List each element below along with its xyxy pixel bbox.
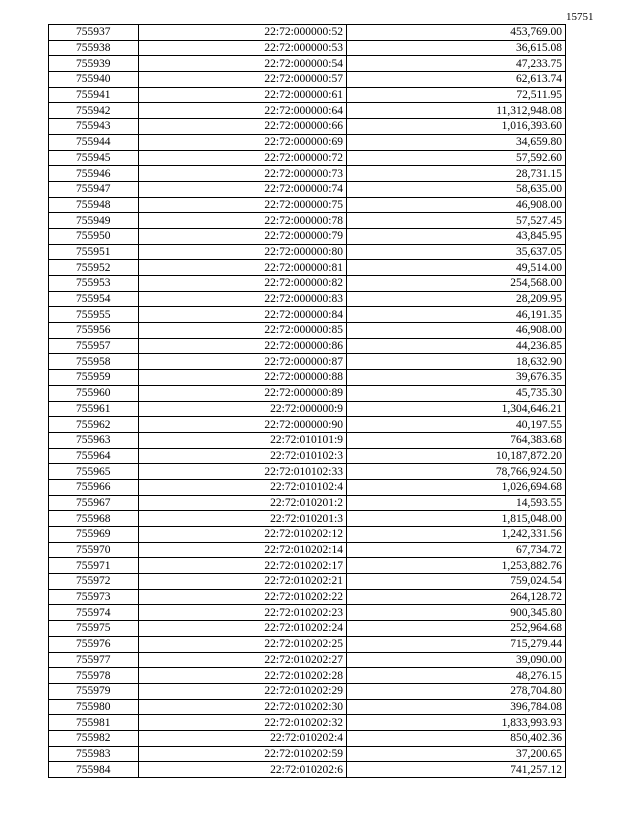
cadastral-number-cell: 22:72:000000:64 bbox=[139, 103, 347, 119]
record-id-cell: 755977 bbox=[49, 652, 139, 668]
table-row bbox=[49, 574, 566, 590]
cadastral-number-cell: 22:72:000000:73 bbox=[139, 166, 347, 182]
cadastral-number-cell: 22:72:010201:2 bbox=[139, 495, 347, 511]
table-row bbox=[49, 276, 566, 292]
table-row bbox=[49, 134, 566, 150]
cadastral-value-cell: 57,592.60 bbox=[347, 150, 566, 166]
record-id-cell: 755940 bbox=[49, 72, 139, 88]
cadastral-number-cell: 22:72:010202:24 bbox=[139, 621, 347, 637]
record-id-cell: 755943 bbox=[49, 119, 139, 135]
table-row bbox=[49, 197, 566, 213]
table-row bbox=[49, 338, 566, 354]
table-row bbox=[49, 464, 566, 480]
table-row bbox=[49, 56, 566, 72]
cadastral-value-cell: 36,615.08 bbox=[347, 40, 566, 56]
table-row bbox=[49, 25, 566, 41]
cadastral-number-cell: 22:72:010202:6 bbox=[139, 762, 347, 778]
cadastral-value-cell: 45,735.30 bbox=[347, 385, 566, 401]
table-row bbox=[49, 762, 566, 778]
record-id-cell: 755941 bbox=[49, 87, 139, 103]
record-id-cell: 755950 bbox=[49, 228, 139, 244]
record-id-cell: 755975 bbox=[49, 621, 139, 637]
cadastral-value-cell: 28,209.95 bbox=[347, 291, 566, 307]
table-row bbox=[49, 417, 566, 433]
table-row bbox=[49, 323, 566, 339]
table-row bbox=[49, 354, 566, 370]
table-row bbox=[49, 166, 566, 182]
cadastral-value-cell: 43,845.95 bbox=[347, 228, 566, 244]
record-id-cell: 755970 bbox=[49, 542, 139, 558]
cadastral-number-cell: 22:72:000000:78 bbox=[139, 213, 347, 229]
record-id-cell: 755972 bbox=[49, 574, 139, 590]
cadastral-value-cell: 18,632.90 bbox=[347, 354, 566, 370]
table-row bbox=[49, 479, 566, 495]
cadastral-value-cell: 46,908.00 bbox=[347, 197, 566, 213]
cadastral-value-cell: 396,784.08 bbox=[347, 699, 566, 715]
table-row bbox=[49, 636, 566, 652]
cadastral-value-cell: 1,242,331.56 bbox=[347, 527, 566, 543]
table-row bbox=[49, 605, 566, 621]
cadastral-number-cell: 22:72:010202:30 bbox=[139, 699, 347, 715]
cadastral-value-cell: 44,236.85 bbox=[347, 338, 566, 354]
cadastral-number-cell: 22:72:010202:14 bbox=[139, 542, 347, 558]
table-body bbox=[49, 25, 566, 778]
record-id-cell: 755939 bbox=[49, 56, 139, 72]
cadastral-number-cell: 22:72:000000:54 bbox=[139, 56, 347, 72]
cadastral-value-cell: 715,279.44 bbox=[347, 636, 566, 652]
cadastral-number-cell: 22:72:010101:9 bbox=[139, 432, 347, 448]
table-row bbox=[49, 260, 566, 276]
cadastral-value-cell: 58,635.00 bbox=[347, 181, 566, 197]
cadastral-value-cell: 1,833,993.93 bbox=[347, 715, 566, 731]
record-id-cell: 755958 bbox=[49, 354, 139, 370]
cadastral-number-cell: 22:72:000000:88 bbox=[139, 370, 347, 386]
record-id-cell: 755961 bbox=[49, 401, 139, 417]
record-id-cell: 755968 bbox=[49, 511, 139, 527]
table-row bbox=[49, 527, 566, 543]
cadastral-number-cell: 22:72:000000:84 bbox=[139, 307, 347, 323]
cadastral-value-cell: 39,676.35 bbox=[347, 370, 566, 386]
cadastral-number-cell: 22:72:010102:3 bbox=[139, 448, 347, 464]
cadastral-number-cell: 22:72:010202:22 bbox=[139, 589, 347, 605]
record-id-cell: 755982 bbox=[49, 730, 139, 746]
cadastral-value-cell: 78,766,924.50 bbox=[347, 464, 566, 480]
table-row bbox=[49, 401, 566, 417]
record-id-cell: 755942 bbox=[49, 103, 139, 119]
cadastral-number-cell: 22:72:000000:61 bbox=[139, 87, 347, 103]
table-row bbox=[49, 495, 566, 511]
cadastral-number-cell: 22:72:010202:21 bbox=[139, 574, 347, 590]
table-row bbox=[49, 72, 566, 88]
record-id-cell: 755973 bbox=[49, 589, 139, 605]
record-id-cell: 755974 bbox=[49, 605, 139, 621]
cadastral-number-cell: 22:72:010202:23 bbox=[139, 605, 347, 621]
cadastral-value-cell: 1,016,393.60 bbox=[347, 119, 566, 135]
record-id-cell: 755944 bbox=[49, 134, 139, 150]
table-row bbox=[49, 213, 566, 229]
table-row bbox=[49, 385, 566, 401]
cadastral-number-cell: 22:72:010202:17 bbox=[139, 558, 347, 574]
cadastral-number-cell: 22:72:010201:3 bbox=[139, 511, 347, 527]
cadastral-value-cell: 46,908.00 bbox=[347, 323, 566, 339]
record-id-cell: 755971 bbox=[49, 558, 139, 574]
cadastral-number-cell: 22:72:000000:79 bbox=[139, 228, 347, 244]
record-id-cell: 755966 bbox=[49, 479, 139, 495]
cadastral-number-cell: 22:72:000000:9 bbox=[139, 401, 347, 417]
cadastral-number-cell: 22:72:000000:81 bbox=[139, 260, 347, 276]
record-id-cell: 755979 bbox=[49, 683, 139, 699]
cadastral-number-cell: 22:72:010102:33 bbox=[139, 464, 347, 480]
cadastral-number-cell: 22:72:000000:83 bbox=[139, 291, 347, 307]
table-row bbox=[49, 370, 566, 386]
cadastral-number-cell: 22:72:000000:72 bbox=[139, 150, 347, 166]
record-id-cell: 755959 bbox=[49, 370, 139, 386]
table-row bbox=[49, 448, 566, 464]
cadastral-number-cell: 22:72:000000:75 bbox=[139, 197, 347, 213]
cadastral-value-cell: 900,345.80 bbox=[347, 605, 566, 621]
cadastral-number-cell: 22:72:000000:74 bbox=[139, 181, 347, 197]
record-id-cell: 755952 bbox=[49, 260, 139, 276]
record-id-cell: 755983 bbox=[49, 746, 139, 762]
table-row bbox=[49, 699, 566, 715]
table-row bbox=[49, 715, 566, 731]
cadastral-value-cell: 10,187,872.20 bbox=[347, 448, 566, 464]
cadastral-number-cell: 22:72:000000:66 bbox=[139, 119, 347, 135]
record-id-cell: 755967 bbox=[49, 495, 139, 511]
cadastral-number-cell: 22:72:010202:25 bbox=[139, 636, 347, 652]
record-id-cell: 755978 bbox=[49, 668, 139, 684]
cadastral-number-cell: 22:72:010202:59 bbox=[139, 746, 347, 762]
table-row bbox=[49, 558, 566, 574]
record-id-cell: 755948 bbox=[49, 197, 139, 213]
cadastral-value-cell: 47,233.75 bbox=[347, 56, 566, 72]
cadastral-value-cell: 741,257.12 bbox=[347, 762, 566, 778]
table-row bbox=[49, 683, 566, 699]
table-row bbox=[49, 589, 566, 605]
cadastral-number-cell: 22:72:010102:4 bbox=[139, 479, 347, 495]
table-row bbox=[49, 181, 566, 197]
table-row bbox=[49, 103, 566, 119]
table-row bbox=[49, 87, 566, 103]
cadastral-value-cell: 39,090.00 bbox=[347, 652, 566, 668]
table-row bbox=[49, 621, 566, 637]
table-row bbox=[49, 652, 566, 668]
record-id-cell: 755949 bbox=[49, 213, 139, 229]
page-number: 15751 bbox=[566, 11, 594, 23]
record-id-cell: 755954 bbox=[49, 291, 139, 307]
record-id-cell: 755960 bbox=[49, 385, 139, 401]
cadastral-value-cell: 453,769.00 bbox=[347, 25, 566, 41]
table-row bbox=[49, 40, 566, 56]
cadastral-number-cell: 22:72:000000:52 bbox=[139, 25, 347, 41]
record-id-cell: 755946 bbox=[49, 166, 139, 182]
cadastral-number-cell: 22:72:010202:29 bbox=[139, 683, 347, 699]
cadastral-number-cell: 22:72:000000:53 bbox=[139, 40, 347, 56]
record-id-cell: 755938 bbox=[49, 40, 139, 56]
record-id-cell: 755963 bbox=[49, 432, 139, 448]
cadastral-value-cell: 48,276.15 bbox=[347, 668, 566, 684]
cadastral-number-cell: 22:72:000000:82 bbox=[139, 276, 347, 292]
table-row bbox=[49, 150, 566, 166]
cadastral-value-cell: 62,613.74 bbox=[347, 72, 566, 88]
cadastral-value-table bbox=[48, 24, 566, 778]
record-id-cell: 755947 bbox=[49, 181, 139, 197]
record-id-cell: 755962 bbox=[49, 417, 139, 433]
cadastral-value-cell: 1,304,646.21 bbox=[347, 401, 566, 417]
table-row bbox=[49, 746, 566, 762]
cadastral-value-cell: 34,659.80 bbox=[347, 134, 566, 150]
cadastral-number-cell: 22:72:010202:12 bbox=[139, 527, 347, 543]
record-id-cell: 755980 bbox=[49, 699, 139, 715]
cadastral-value-cell: 850,402.36 bbox=[347, 730, 566, 746]
cadastral-value-cell: 278,704.80 bbox=[347, 683, 566, 699]
record-id-cell: 755969 bbox=[49, 527, 139, 543]
cadastral-value-cell: 1,815,048.00 bbox=[347, 511, 566, 527]
cadastral-value-cell: 72,511.95 bbox=[347, 87, 566, 103]
cadastral-value-cell: 254,568.00 bbox=[347, 276, 566, 292]
record-id-cell: 755953 bbox=[49, 276, 139, 292]
cadastral-number-cell: 22:72:000000:90 bbox=[139, 417, 347, 433]
table-row bbox=[49, 119, 566, 135]
cadastral-value-cell: 28,731.15 bbox=[347, 166, 566, 182]
cadastral-value-cell: 14,593.55 bbox=[347, 495, 566, 511]
cadastral-number-cell: 22:72:000000:80 bbox=[139, 244, 347, 260]
cadastral-number-cell: 22:72:000000:89 bbox=[139, 385, 347, 401]
record-id-cell: 755981 bbox=[49, 715, 139, 731]
cadastral-number-cell: 22:72:010202:28 bbox=[139, 668, 347, 684]
record-id-cell: 755951 bbox=[49, 244, 139, 260]
cadastral-number-cell: 22:72:010202:4 bbox=[139, 730, 347, 746]
cadastral-value-cell: 11,312,948.08 bbox=[347, 103, 566, 119]
cadastral-number-cell: 22:72:010202:32 bbox=[139, 715, 347, 731]
table-row bbox=[49, 228, 566, 244]
cadastral-number-cell: 22:72:000000:87 bbox=[139, 354, 347, 370]
cadastral-value-cell: 67,734.72 bbox=[347, 542, 566, 558]
table-row bbox=[49, 307, 566, 323]
table-row bbox=[49, 668, 566, 684]
cadastral-value-cell: 35,637.05 bbox=[347, 244, 566, 260]
record-id-cell: 755955 bbox=[49, 307, 139, 323]
cadastral-value-cell: 46,191.35 bbox=[347, 307, 566, 323]
table-row bbox=[49, 542, 566, 558]
cadastral-value-cell: 264,128.72 bbox=[347, 589, 566, 605]
cadastral-value-cell: 759,024.54 bbox=[347, 574, 566, 590]
record-id-cell: 755937 bbox=[49, 25, 139, 41]
record-id-cell: 755957 bbox=[49, 338, 139, 354]
cadastral-value-cell: 57,527.45 bbox=[347, 213, 566, 229]
record-id-cell: 755964 bbox=[49, 448, 139, 464]
record-id-cell: 755976 bbox=[49, 636, 139, 652]
cadastral-value-cell: 252,964.68 bbox=[347, 621, 566, 637]
cadastral-number-cell: 22:72:000000:57 bbox=[139, 72, 347, 88]
record-id-cell: 755984 bbox=[49, 762, 139, 778]
table-row bbox=[49, 730, 566, 746]
record-id-cell: 755956 bbox=[49, 323, 139, 339]
record-id-cell: 755945 bbox=[49, 150, 139, 166]
cadastral-value-cell: 37,200.65 bbox=[347, 746, 566, 762]
table-row bbox=[49, 511, 566, 527]
table-row bbox=[49, 291, 566, 307]
cadastral-value-cell: 49,514.00 bbox=[347, 260, 566, 276]
cadastral-value-cell: 1,026,694.68 bbox=[347, 479, 566, 495]
cadastral-number-cell: 22:72:010202:27 bbox=[139, 652, 347, 668]
cadastral-number-cell: 22:72:000000:69 bbox=[139, 134, 347, 150]
cadastral-number-cell: 22:72:000000:85 bbox=[139, 323, 347, 339]
table-row bbox=[49, 432, 566, 448]
cadastral-value-cell: 40,197.55 bbox=[347, 417, 566, 433]
cadastral-number-cell: 22:72:000000:86 bbox=[139, 338, 347, 354]
cadastral-value-cell: 1,253,882.76 bbox=[347, 558, 566, 574]
record-id-cell: 755965 bbox=[49, 464, 139, 480]
table-row bbox=[49, 244, 566, 260]
cadastral-value-cell: 764,383.68 bbox=[347, 432, 566, 448]
